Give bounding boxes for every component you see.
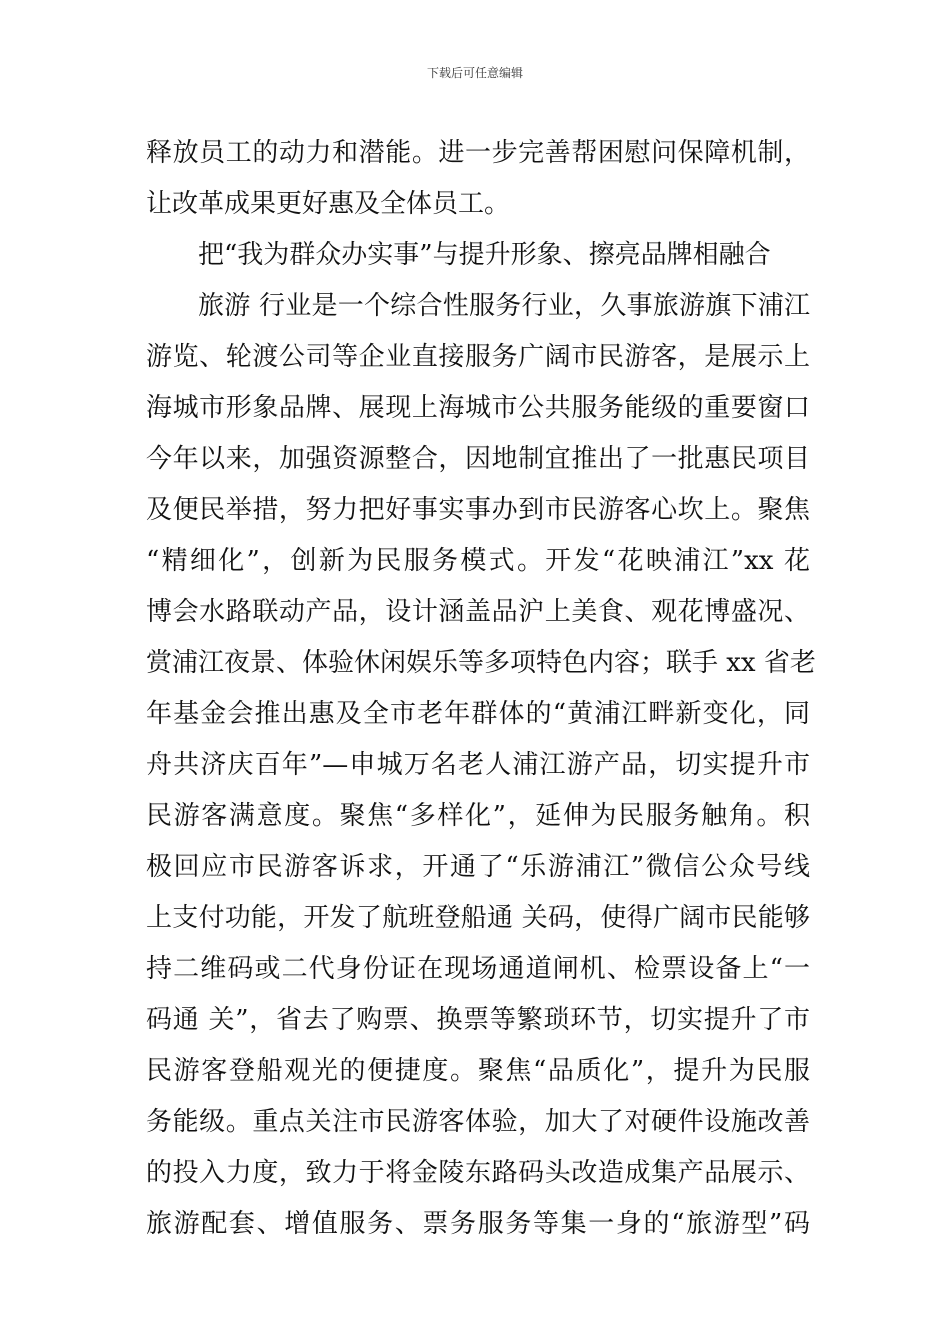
text-line: 码通 关”，省去了购票、换票等繁琐环节，切实提升了市 (146, 1005, 810, 1035)
text-line: 赏浦江夜景、体验休闲娱乐等多项特色内容；联手 xx 省老 (146, 648, 816, 678)
text-line: “精细化”，创新为民服务模式。开发“花映浦江”xx 花 (146, 546, 810, 576)
text-line: 上支付功能，开发了航班登船通 关码，使得广阔市民能够 (146, 903, 810, 933)
text-line: 持二维码或二代身份证在现场通道闸机、检票设备上“一 (146, 954, 810, 984)
text-line: 释放员工的动力和潜能。进一步完善帮困慰问保障机制， (146, 138, 810, 168)
text-line: 年基金会推出惠及全市老年群体的“黄浦江畔新变化，同 (146, 699, 810, 729)
text-line: 民游客满意度。聚焦“多样化”，延伸为民服务触角。积 (146, 801, 810, 831)
text-line: 把“我为群众办实事”与提升形象、擦亮品牌相融合 (198, 240, 771, 270)
text-line: 旅游 行业是一个综合性服务行业，久事旅游旗下浦江 (198, 291, 810, 321)
text-line: 极回应市民游客诉求，开通了“乐游浦江”微信公众号线 (146, 852, 810, 882)
text-line: 游览、轮渡公司等企业直接服务广阔市民游客，是展示上 (146, 342, 810, 372)
text-line: 今年以来，加强资源整合，因地制宜推出了一批惠民项目 (146, 444, 810, 474)
text-line: 及便民举措，努力把好事实事办到市民游客心坎上。聚焦 (146, 495, 810, 525)
text-line: 博会水路联动产品，设计涵盖品沪上美食、观花博盛况、 (146, 597, 810, 627)
text-line: 的投入力度，致力于将金陵东路码头改造成集产品展示、 (146, 1158, 810, 1188)
text-line: 海城市形象品牌、展现上海城市公共服务能级的重要窗口 (146, 393, 810, 423)
text-line: 旅游配套、增值服务、票务服务等集一身的“旅游型”码 (146, 1209, 810, 1239)
document-body (146, 128, 816, 1250)
text-line: 民游客登船观光的便捷度。聚焦“品质化”，提升为民服 (146, 1056, 810, 1086)
text-line: 舟共济庆百年”—申城万名老人浦江游产品，切实提升市 (146, 750, 810, 780)
page-header: 下载后可任意编辑 (426, 66, 523, 80)
text-line: 让改革成果更好惠及全体员工。 (146, 189, 511, 219)
text-line: 务能级。重点关注市民游客体验，加大了对硬件设施改善 (146, 1107, 810, 1137)
